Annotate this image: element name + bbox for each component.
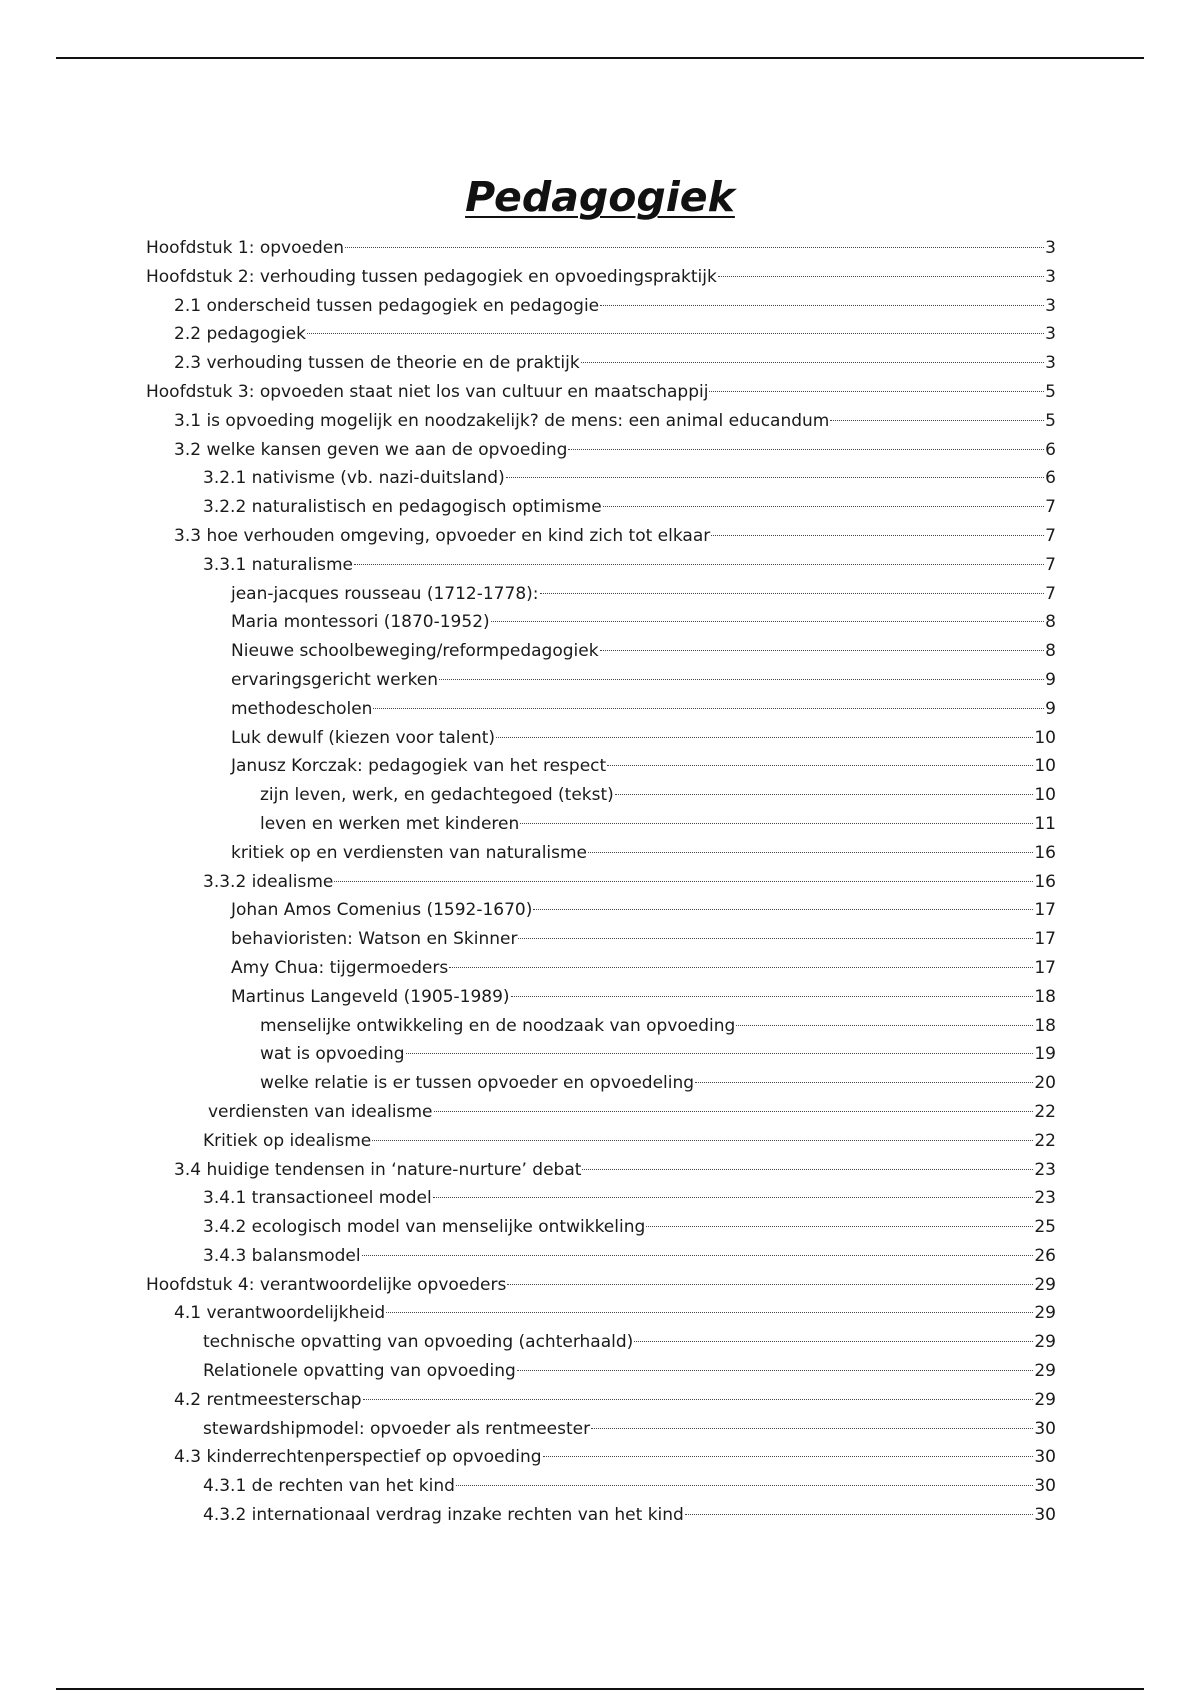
- toc-entry[interactable]: [146, 580, 1056, 609]
- toc-entry[interactable]: [146, 724, 1056, 753]
- toc-entry-title: Hoofdstuk 2: verhouding tussen pedagogiek en opvoedingspraktijk: [146, 266, 717, 287]
- toc-dot-leader: [736, 1025, 1033, 1026]
- toc-entry-title: 4.2 rentmeesterschap: [174, 1389, 362, 1410]
- toc-page-number: 5: [1045, 381, 1056, 402]
- toc-entry[interactable]: [146, 781, 1056, 810]
- toc-dot-leader: [718, 276, 1044, 277]
- toc-entry-title: ervaringsgericht werken: [231, 669, 439, 690]
- toc-entry-title: 3.4 huidige tendensen in ‘nature-nurture’ debat: [174, 1159, 582, 1180]
- toc-page-number: 3: [1045, 238, 1056, 258]
- toc-entry[interactable]: [146, 1271, 1056, 1300]
- toc-dot-leader: [439, 679, 1044, 680]
- toc-entry-title: 4.3 kinderrechtenperspectief op opvoeding: [174, 1447, 542, 1468]
- toc-entry[interactable]: [146, 1184, 1056, 1213]
- toc-dot-leader: [711, 535, 1044, 536]
- toc-entry-title: methodescholen: [231, 698, 373, 719]
- toc-dot-leader: [517, 1370, 1034, 1371]
- toc-entry[interactable]: [146, 1012, 1056, 1041]
- toc-entry[interactable]: [146, 1040, 1056, 1069]
- toc-entry[interactable]: [146, 292, 1056, 321]
- toc-entry-title: 3.1 is opvoeding mogelijk en noodzakelijk? de mens: een animal educandum: [174, 410, 830, 431]
- toc-page-number: 9: [1045, 698, 1056, 719]
- toc-page-number: 6: [1045, 468, 1056, 489]
- toc-entry[interactable]: [146, 608, 1056, 637]
- toc-entry[interactable]: [146, 1501, 1056, 1530]
- toc-dot-leader: [540, 593, 1045, 594]
- toc-dot-leader: [386, 1312, 1033, 1313]
- toc-entry[interactable]: [146, 925, 1056, 954]
- toc-entry-title: 3.4.2 ecologisch model van menselijke ontwikkeling: [203, 1217, 646, 1238]
- toc-dot-leader: [449, 967, 1033, 968]
- document-title: Pedagogiek: [465, 173, 735, 222]
- toc-entry-title: jean-jacques rousseau (1712-1778):: [231, 583, 539, 604]
- toc-entry[interactable]: [146, 637, 1056, 666]
- toc-entry-title: Luk dewulf (kiezen voor talent): [231, 727, 496, 748]
- toc-entry-title: Hoofdstuk 1: opvoeden: [146, 238, 344, 258]
- toc-page-number: 17: [1034, 929, 1056, 950]
- toc-dot-leader: [372, 1140, 1033, 1141]
- toc-dot-leader: [581, 362, 1044, 363]
- toc-entry-title: 2.3 verhouding tussen de theorie en de praktijk: [174, 353, 580, 374]
- toc-entry-title: Kritiek op idealisme: [203, 1130, 372, 1151]
- toc-dot-leader: [307, 333, 1044, 334]
- toc-dot-leader: [520, 823, 1033, 824]
- toc-page-number: 7: [1045, 554, 1056, 575]
- toc-entry-title: Relationele opvatting van opvoeding: [203, 1361, 516, 1382]
- toc-dot-leader: [600, 650, 1045, 651]
- toc-entry[interactable]: [146, 954, 1056, 983]
- toc-page-number: 7: [1045, 497, 1056, 518]
- toc-page-number: 7: [1045, 583, 1056, 604]
- toc-dot-leader: [496, 737, 1033, 738]
- toc-entry-title: welke relatie is er tussen opvoeder en opvoedeling: [260, 1073, 695, 1094]
- toc-entry-title: menselijke ontwikkeling en de noodzaak van opvoeding: [260, 1015, 736, 1036]
- toc-page-number: 17: [1034, 957, 1056, 978]
- toc-page-number: 3: [1045, 295, 1056, 316]
- toc-entry[interactable]: [146, 752, 1056, 781]
- toc-entry[interactable]: [146, 1069, 1056, 1098]
- toc-dot-leader: [582, 1169, 1033, 1170]
- toc-dot-leader: [695, 1082, 1033, 1083]
- toc-entry[interactable]: [146, 378, 1056, 407]
- toc-entry[interactable]: [146, 1127, 1056, 1156]
- toc-dot-leader: [709, 391, 1044, 392]
- toc-entry-title: 4.1 verantwoordelijkheid: [174, 1303, 386, 1324]
- toc-entry[interactable]: [146, 868, 1056, 897]
- toc-dot-leader: [518, 938, 1033, 939]
- toc-entry-title: verdiensten van idealisme: [208, 1101, 433, 1122]
- toc-dot-leader: [373, 708, 1044, 709]
- toc-entry[interactable]: [146, 1156, 1056, 1185]
- toc-page-number: 10: [1034, 727, 1056, 748]
- toc-dot-leader: [646, 1226, 1033, 1227]
- toc-entry-title: Johan Amos Comenius (1592-1670): [231, 900, 533, 921]
- toc-entry-title: 3.3.2 idealisme: [203, 871, 334, 892]
- table-of-contents: [146, 234, 1056, 1530]
- toc-page-number: 30: [1034, 1418, 1056, 1439]
- toc-dot-leader: [434, 1111, 1034, 1112]
- toc-entry-title: wat is opvoeding: [260, 1044, 405, 1065]
- toc-page-number: 18: [1034, 986, 1056, 1007]
- toc-page-number: 29: [1034, 1332, 1056, 1353]
- toc-page-number: 25: [1034, 1217, 1056, 1238]
- toc-page-number: 9: [1045, 669, 1056, 690]
- toc-page-number: 17: [1034, 900, 1056, 921]
- toc-page-number: 23: [1034, 1188, 1056, 1209]
- toc-page-number: 11: [1034, 813, 1056, 834]
- toc-dot-leader: [362, 1255, 1034, 1256]
- toc-page-number: 7: [1045, 525, 1056, 546]
- toc-entry[interactable]: [146, 666, 1056, 695]
- toc-dot-leader: [507, 1284, 1033, 1285]
- toc-page-number: 30: [1034, 1447, 1056, 1468]
- toc-entry-title: kritiek op en verdiensten van naturalisme: [231, 842, 588, 863]
- toc-entry-title: 3.4.3 balansmodel: [203, 1245, 361, 1266]
- toc-entry-title: zijn leven, werk, en gedachtegoed (tekst): [260, 785, 614, 806]
- toc-entry-title: leven en werken met kinderen: [260, 813, 520, 834]
- toc-entry[interactable]: [146, 1357, 1056, 1386]
- toc-page-number: 30: [1034, 1505, 1056, 1526]
- toc-page-number: 20: [1034, 1073, 1056, 1094]
- toc-entry-title: 3.2 welke kansen geven we aan de opvoeding: [174, 439, 568, 460]
- toc-entry[interactable]: [146, 1472, 1056, 1501]
- toc-dot-leader: [511, 996, 1034, 997]
- toc-entry-title: technische opvatting van opvoeding (achterhaald): [203, 1332, 634, 1353]
- toc-entry-title: behavioristen: Watson en Skinner: [231, 929, 518, 950]
- toc-page-number: 22: [1034, 1101, 1056, 1122]
- toc-page-number: 3: [1045, 353, 1056, 374]
- toc-entry[interactable]: [146, 1098, 1056, 1127]
- toc-page-number: 29: [1034, 1274, 1056, 1295]
- footer-rule: [56, 1688, 1144, 1690]
- toc-dot-leader: [363, 1399, 1034, 1400]
- toc-page-number: 3: [1045, 266, 1056, 287]
- toc-entry[interactable]: [146, 234, 1056, 263]
- toc-dot-leader: [334, 881, 1033, 882]
- toc-entry[interactable]: [146, 1213, 1056, 1242]
- toc-page-number: 29: [1034, 1389, 1056, 1410]
- toc-dot-leader: [491, 621, 1045, 622]
- toc-entry[interactable]: [146, 896, 1056, 925]
- toc-page-number: 16: [1034, 842, 1056, 863]
- toc-entry-title: 3.2.1 nativisme (vb. nazi-duitsland): [203, 468, 505, 489]
- toc-dot-leader: [568, 449, 1044, 450]
- toc-entry[interactable]: [146, 695, 1056, 724]
- toc-page-number: 3: [1045, 324, 1056, 345]
- toc-entry-title: 2.2 pedagogiek: [174, 324, 306, 345]
- toc-entry-title: Nieuwe schoolbeweging/reformpedagogiek: [231, 641, 599, 662]
- toc-dot-leader: [506, 477, 1044, 478]
- toc-page-number: 19: [1034, 1044, 1056, 1065]
- toc-entry[interactable]: [146, 1443, 1056, 1472]
- toc-page-number: 30: [1034, 1476, 1056, 1497]
- toc-dot-leader: [543, 1456, 1034, 1457]
- toc-entry[interactable]: [146, 464, 1056, 493]
- toc-entry-title: Amy Chua: tijgermoeders: [231, 957, 449, 978]
- toc-entry-title: Martinus Langeveld (1905-1989): [231, 986, 510, 1007]
- toc-dot-leader: [588, 852, 1033, 853]
- toc-entry-title: Hoofdstuk 3: opvoeden staat niet los van cultuur en maatschappij: [146, 381, 709, 402]
- toc-entry-title: 4.3.2 internationaal verdrag inzake rechten van het kind: [203, 1505, 684, 1526]
- toc-dot-leader: [591, 1428, 1033, 1429]
- toc-entry-title: 2.1 onderscheid tussen pedagogiek en pedagogie: [174, 295, 600, 316]
- toc-entry[interactable]: [146, 493, 1056, 522]
- toc-entry-title: Janusz Korczak: pedagogiek van het respect: [231, 756, 607, 777]
- toc-entry-title: 3.3.1 naturalisme: [203, 554, 354, 575]
- toc-page-number: 5: [1045, 410, 1056, 431]
- toc-dot-leader: [607, 765, 1033, 766]
- toc-entry-title: 4.3.1 de rechten van het kind: [203, 1476, 455, 1497]
- toc-page-number: 6: [1045, 439, 1056, 460]
- toc-entry-title: stewardshipmodel: opvoeder als rentmeester: [203, 1418, 591, 1439]
- toc-page-number: 23: [1034, 1159, 1056, 1180]
- toc-entry-title: 3.2.2 naturalistisch en pedagogisch optimisme: [203, 497, 602, 518]
- toc-page-number: 16: [1034, 871, 1056, 892]
- toc-dot-leader: [634, 1341, 1033, 1342]
- toc-dot-leader: [600, 305, 1044, 306]
- toc-entry[interactable]: [146, 1415, 1056, 1444]
- toc-entry[interactable]: [146, 349, 1056, 378]
- toc-entry-title: 3.3 hoe verhouden omgeving, opvoeder en kind zich tot elkaar: [174, 525, 711, 546]
- toc-dot-leader: [603, 506, 1044, 507]
- toc-entry[interactable]: [146, 1242, 1056, 1271]
- toc-entry[interactable]: [146, 551, 1056, 580]
- header-rule: [56, 57, 1144, 59]
- toc-page-number: 22: [1034, 1130, 1056, 1151]
- toc-entry[interactable]: [146, 839, 1056, 868]
- toc-entry[interactable]: [146, 983, 1056, 1012]
- toc-entry-title: Maria montessori (1870-1952): [231, 612, 490, 633]
- toc-entry[interactable]: [146, 1386, 1056, 1415]
- toc-dot-leader: [456, 1485, 1033, 1486]
- toc-page-number: 18: [1034, 1015, 1056, 1036]
- toc-page-number: 29: [1034, 1303, 1056, 1324]
- toc-entry[interactable]: [146, 1328, 1056, 1357]
- toc-entry[interactable]: [146, 436, 1056, 465]
- toc-entry[interactable]: [146, 522, 1056, 551]
- toc-entry[interactable]: [146, 320, 1056, 349]
- toc-dot-leader: [354, 564, 1044, 565]
- toc-entry[interactable]: [146, 810, 1056, 839]
- toc-entry[interactable]: [146, 1299, 1056, 1328]
- toc-page-number: 26: [1034, 1245, 1056, 1266]
- toc-dot-leader: [433, 1197, 1034, 1198]
- toc-dot-leader: [406, 1053, 1034, 1054]
- toc-page-number: 8: [1045, 641, 1056, 662]
- toc-entry-title: Hoofdstuk 4: verantwoordelijke opvoeders: [146, 1274, 507, 1295]
- toc-dot-leader: [345, 247, 1044, 248]
- toc-dot-leader: [615, 794, 1034, 795]
- toc-dot-leader: [533, 909, 1033, 910]
- toc-entry[interactable]: [146, 407, 1056, 436]
- toc-dot-leader: [830, 420, 1044, 421]
- toc-entry[interactable]: [146, 263, 1056, 292]
- toc-page-number: 10: [1034, 785, 1056, 806]
- toc-page-number: 8: [1045, 612, 1056, 633]
- toc-dot-leader: [685, 1514, 1034, 1515]
- toc-entry-title: 3.4.1 transactioneel model: [203, 1188, 432, 1209]
- toc-page-number: 10: [1034, 756, 1056, 777]
- toc-page-number: 29: [1034, 1361, 1056, 1382]
